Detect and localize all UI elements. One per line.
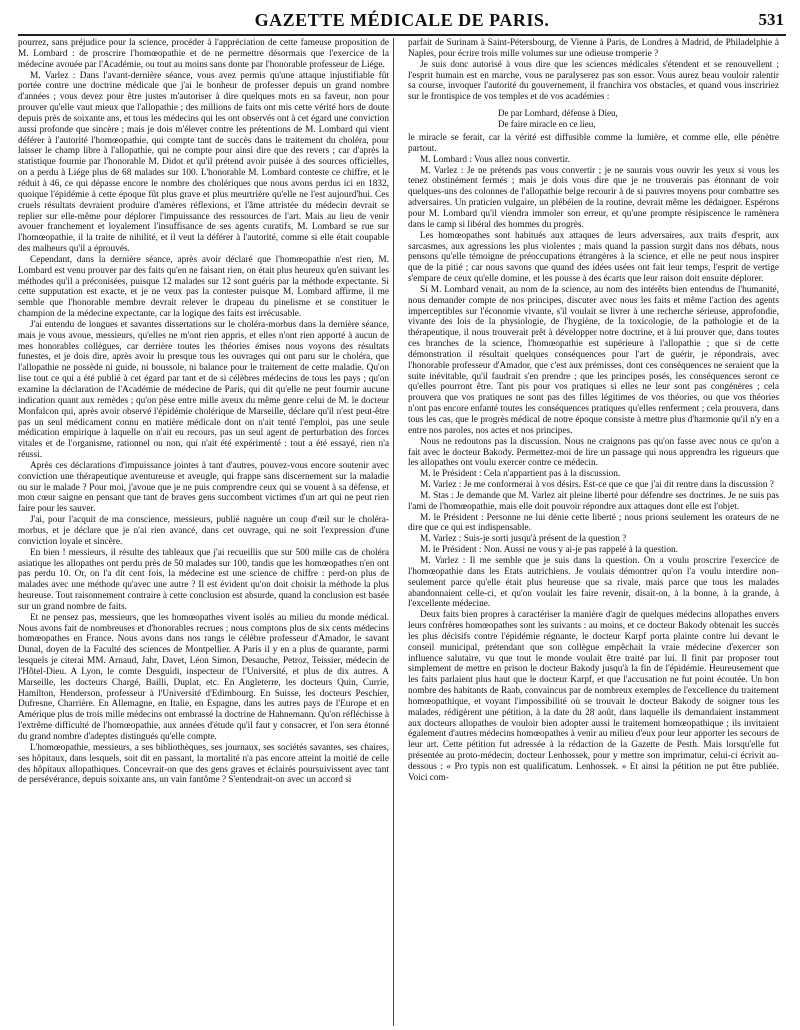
paragraph: M. Varlez : Je me conformerai à vos désirs. Est-ce que ce que j'ai dit rentre dans la discussion ? [420, 480, 774, 491]
paragraph: Et ne pensez pas, messieurs, que les homœopathes vivent isolés au milieu du monde médical. Nous avons fait de nombreuses et d'honorables recrues ; nous comptons plus de six cents médecins homœopathes en France. Nous avons dans nos rangs le célèbre professeur d'Amador, le savant Dunal, doyen de la Faculté des sciences de Montpellier. A Paris il y en a plus de quarante, parmi lesquels je citerai MM. Arnaud, Jahr, Davet, Léon Simon, Desauche, Petroz, Teissier, médecin de l'Hôtel-Dieu. A Lyon, le comte Desguidi, inspecteur de l'Université, et plus de dix autres. A Marseille, les docteurs Chargé, Bailli, Duplat, etc. En Angleterre, les docteurs Quin, Currie, Hamilton, Henderson, professeur à l'Université d'Edimbourg. En Suisse, les docteurs Peschier, Dufresne, Charrière. En Allemagne, en Italie, en Espagne, dans les autres pays de l'Europe et en Amérique plus de trois mille médecins ont embrassé la doctrine de Hahnemann. Qu'on réfléchisse à l'extrême difficulté de l'homœopathie, aux années d'étude qu'il faut y consacrer, et l'on sera étonné du grand nombre d'adeptes distingués qu'elle compte. [18, 612, 389, 742]
paragraph: parfait de Surinam à Saint-Pétersbourg, de Vienne à Paris, de Londres à Madrid, de Philadelphie à Naples, pour écrire trois mille volumes sur une odieuse tromperie ? [408, 38, 779, 59]
page-header [18, 8, 786, 36]
paragraph: En bien ! messieurs, il résulte des tableaux que j'ai recueillis que sur 500 mille cas de choléra asiatique les allopathes ont perdu près de 50 malades sur 100, tandis que les homœopathes n'en ont pas perdu 10. Or, on l'a dit cent fois, la médecine est une science de chiffre : perd-on plus de malades avec une méthode qu'avec une autre ? Il est évident qu'on doit choisir la méthode la plus heureuse. Tout raisonnement contraire à cette conclusion est absurde, quand la conclusion est basée sur un grand nombre de faits. [18, 547, 389, 612]
paragraph: L'homœopathie, messieurs, a ses bibliothèques, ses journaux, ses sociétés savantes, ses chaires, ses hôpitaux, dans lesquels, soit dit en passant, la mortalité n'a pas encore atteint la moitié de celle des hôpitaux allopathiques. Concevrait-on que des gens graves et éclairés poursuivissent avec tant de persévérance, depuis soixante ans, un vain fantôme ? S'entendrait-on avec un accord si [18, 742, 389, 786]
paragraph: Cependant, dans la dernière séance, après avoir déclaré que l'homœopathie n'est rien, M. Lombard est venu prouver par des faits qu'en ne faisant rien, on était plus heureux qu'en suivant les méthodes qu'il a préconisées, puisque 12 malades sur 12 sont guéris par la méthode expectante. Si cette supputation est exacte, et je ne veux pas la contester puisque M. Lombard affirme, il me semble que l'honorable membre devrait relever le drapeau du pinelisme et se constituer le champion de la médecine expectante, car la logique des faits est irrécusable. [18, 254, 389, 320]
journal-title: GAZETTE MÉDICALE DE PARIS. [254, 10, 550, 30]
paragraph: Nous ne redoutons pas la discussion. Nous ne craignons pas qu'on fasse avec nous ce qu'on a fait avec le docteur Bakody. Permettez-moi de lire un passage qui nous apprendra les rigueurs que les allopathes ont voulu exercer contre ce médecin. [408, 436, 779, 469]
paragraph: Les homœopathes sont habitués aux attaques de leurs adversaires, aux traits d'esprit, aux sarcasmes, aux agressions les plus violentes ; mais quand la passion surgit dans nos débats, nous pensons qu'elle témoigne de préoccupations étrangères à la science, et elle ne peut nous inspirer que de la pitié ; car nous savons que quand des idées usées ont fait leur temps, l'esprit de vertige s'empare de ceux qu'elle domine, et les pousse à des écarts que leur raison doit ensuite déplorer. [408, 230, 779, 285]
paragraph: Si M. Lombard venait, au nom de la science, au nom des intérêts bien entendus de l'humanité, nous demander compte de nos principes, discuter avec nous les faits et même l'action des agents imperceptibles sur l'économie vivante, s'il voulait se livrer à une recherche sérieuse, approfondie, vivante des lois de la physiologie, de l'hygiène, de la toxicologie, de la pathologie et de la thérapeutique, il nous trouverait prêt à développer notre doctrine, et à lui prouver que, dans toutes ces branches de la science, l'homœopathie est supérieure à l'allopathie ; que si de cette démonstration il résultait quelques conséquences pour l'art de guérir, je répondrais, avec l'honorable professeur d'Amador, que c'est aux prémisses, dont ces conséquences ne seraient que la suite inévitable, qu'il faudrait s'en prendre ; que les principes posés, les conséquences seront ce qu'elles pourront être. Tant pis pour vos pratiques si elles ne leur sont pas congénères ; cela prouvera que vos pratiques ne sont pas des filles légitimes de vos théories, ou que vos théories n'ont pas encore enfanté toutes les conséquences pratiques qu'elles renferment ; cela prouvera, dans tous les cas, que le progrès médical de notre époque consiste à mettre plus d'harmonie qu'il n'y en a entre nos paroles, nos actes et nos principes. [408, 284, 779, 436]
paragraph: M. Varlez : Il me semble que je suis dans la question. On a voulu proscrire l'exercice de l'homœopathie dans les Etats autrichiens. Je voulais démontrer qu'on l'a voulu interdire non-seulement parce qu'elle était plus heureuse que sa rivale, mais parce que tous les malades abandonnaient celle-ci, et qu'on voulait les faire revenir, disait-on, à la bonne, à la grande, à l'excellente médecine. [408, 555, 779, 610]
paragraph: M. le Président : Cela n'appartient pas à la discussion. [420, 469, 621, 480]
paragraph: M. le Président : Personne ne lui dénie cette liberté ; nous prions seulement les orateurs de ne dire que ce qui est indispensable. [408, 512, 779, 534]
paragraph: J'ai, pour l'acquit de ma conscience, messieurs, publié naguère un coup d'œil sur le choléra-morbus, et je déclare que je n'ai rien avancé, dans cet ouvrage, qui ne soit l'expression d'une conviction loyale et sincère. [18, 515, 389, 547]
paragraph: le miracle se ferait, car la vérité est diffusible comme la lumière, et comme elle, elle pénètre partout. [408, 133, 779, 154]
paragraph: M. Stas : Je demande que M. Varlez ait pleine liberté pour défendre ses doctrines. Je ne suis pas l'ami de l'homœopathie, mais elle doit pouvoir répondre aux attaques dont elle est l'objet. [408, 490, 779, 512]
page-number: 531 [758, 10, 784, 29]
paragraph: M. Varlez : Dans l'avant-dernière séance, vous avez permis qu'une attaque injustifiable fût portée contre une doctrine médicale que j'ai le bonheur de professer depuis un grand nombre d'années ; vous devez pour être justes m'autoriser à dire quelques mots en sa faveur, non pour prouver qu'elle vaut mieux que l'allopathie ; des millions de faits ont mis cette vérité hors de doute depuis près de soixante ans, et tous les médecins qui les ont observés ont à cet égard une conviction aussi profonde que sincère ; mais je dois m'élever contre les prétentions de M. Lombard qui vient déférer à l'autorité l'homœopathie, qui compte tant de succès dans le traitement du choléra, pour laisser le champ libre à l'allopathie, qui ne compte pour ainsi dire que des revers ; car d'après la statistique fournie par l'honorable M. Didot et qu'il prétend avoir puisée à des sources officielles, on a perdu à Liége plus de 68 malades sur 100. L'honorable M. Lombard conteste ce chiffre, et le réduit à 46, ce qui dépasse encore le nombre des cholériques que nous avons perdus ici en 1832, quoique l'épidémie à cette époque fût plus grave et plus meurtrière qu'elle ne l'est aujourd'hui. Ces cruels résultats devraient produire d'amères réflexions, et l'âme attristée du médecin devrait se replier sur elle-même pour déplorer l'impuissance des ressources de l'art. Mais au lieu de venir avouer franchement et loyalement l'insuffisance de ses agents curatifs, M. Lombard se rue sur l'homœopathie, il la traite de nihilité, et il veut la déférer à l'autorité, comme si elle était coupable des malheurs qu'il a éprouvés. [18, 70, 389, 255]
paragraph: M. Varlez : Suis-je sorti jusqu'à présent de la question ? [420, 534, 627, 545]
verse-quote [408, 108, 779, 129]
paragraph: Après ces déclarations d'impuissance jointes à tant d'autres, pouvez-vous encore soutenir avec conviction une thérapeutique aventureuse et aveugle, qui frappe sans discernement sur la maladie ou sur le malade ? Pour moi, j'avoue que je ne puis comprendre ceux qui se vouent à sa défense, et mon cœur saigne en pensant que tant de braves gens succombent victimes d'un art qui ne peut rien faire pour les sauver. [18, 460, 389, 515]
paragraph: Deux faits bien propres à caractériser la manière d'agir de quelques médecins allopathes envers leurs confrères homœopathes sont les suivants : au moins, et ce docteur Bakody obtenait les succès les plus décisifs contre l'épidémie régnante, le docteur Karpf porta plainte contre lui devant le conseil municipal, prétendant que son collègue empêchait la vraie médecine d'exercer son influence salutaire, vu que tout le monde voulait être traité par lui. Il finit par proposer tout simplement de mettre en prison le docteur Bakody jusqu'à la fin de l'épidémie. Heureusement que les faits parlaient plus haut que le docteur Karpf, et que l'accusation ne fut point écoutée. Un bon nombre des habitants de Raab, convaincus par de nombreux exemples de l'excellence du traitement homœopathique, et voyant l'impossibilité où se trouvait le docteur Bakody de soigner tous les malades, rédigèrent une pétition, à la date du 28 août, dans laquelle ils demandaient instamment aux docteurs allopathes de vouloir bien adopter aussi le traitement homœopathique ; ils invitaient également d'autres médecins homœopathes à venir au milieu d'eux pour leur apporter les secours de leur art. Cette pétition fut adressée à la rédaction de la Gazette de Pesth. Mais lorsqu'elle fut présentée au proto-médecin, docteur Lenhossek, pour y mettre son imprimatur, celui-ci écrivit au-dessous : « Pro typis non est qualificatum. Lenhossek. » Et ainsi la pétition ne put être publiée. Voici com- [408, 610, 779, 783]
paragraph: Je suis donc autorisé à vous dire que les sciences médicales s'étendent et se renouvellent ; l'esprit humain est en marche, vous ne paralyserez pas son essor. Vous aurez beau vouloir ralentir sa course, invoquer l'autorité du gouvernement, il franchira vos obstacles, et quand vous inscririez sur le frontispice de vos temples et de vos académies : [408, 59, 779, 103]
verse-line: De par Lombard, défense à Dieu, [498, 108, 618, 119]
verse-line: De faire miracle en ce lieu, [498, 118, 596, 129]
paragraph: M. le Président : Non. Aussi ne vous y ai-je pas rappelé à la question. [420, 545, 678, 556]
right-column [408, 38, 779, 1026]
left-column [18, 38, 389, 1026]
paragraph: M. Varlez : Je ne prétends pas vous convertir ; je ne saurais vous ouvrir les yeux si vous les tenez obstinément fermés ; mais je dois vous dire que je ne trouverais pas étonnant de voir quelques-uns des colonnes de l'allopathie belge recourir à de si pauvres moyens pour combattre ses adversaires. Un praticien vulgaire, un plébéien de la routine, devrait même les dédaigner. Espérons pour M. Lombard qu'il viendra immoler son erreur, et qu'une prompte résipiscence le ramènera dans le camp si libéral des hommes du progrès. [408, 165, 779, 230]
column-divider [393, 38, 394, 1026]
paragraph: pourrez, sans préjudice pour la science, procéder à l'appréciation de cette fameuse proposition de M. Lombard : de proscrire l'homœopathie et de ne permettre désormais que l'exercice de la médecine avouée par l'Académie, ou tout au moins sans donte par l'honorable professeur de Liége. [18, 38, 389, 70]
paragraph: J'ai entendu de longues et savantes dissertations sur le choléra-morbus dans la dernière séance, mais je vous avoue, messieurs, qu'elles ne m'ont rien appris, et elles n'ont rien apporté à aucun de mes honorables collègues, car derrière toutes les théories émises nous voyons des résultats funestes, et je dois dire, après avoir lu presque tous les ouvrages qui ont paru sur le choléra, que l'allopathie ne possède ni guide, ni boussole, ni balance pour le traitement de cette maladie. Qu'on lise tout ce qui a été publié à cet égard par tant et de si célèbres médecins de tous les pays ; qu'on examine la déclaration de l'Académie de médecine de Paris, qui dit qu'elle ne peut fournir aucune indication quant aux remèdes ; qu'on pèse entre mille aveux du même genre celui de M. le docteur Monfalcon qui, après avoir observé l'épidémie cholérique de Marseille, déclare qu'il n'est peut-être pas un seul médicament connu en matière médicale dont on n'ait tenté l'emploi, pas une seule médication empirique à laquelle on n'ait eu recours, pas un seul agent de perturbation des forces vitales et de l'organisme, rationnel ou non, qui n'ait été expérimenté : tout a été essayé, rien n'a réussi. [18, 319, 389, 461]
paragraph: M. Lombard : Vous allez nous convertir. [420, 154, 570, 165]
